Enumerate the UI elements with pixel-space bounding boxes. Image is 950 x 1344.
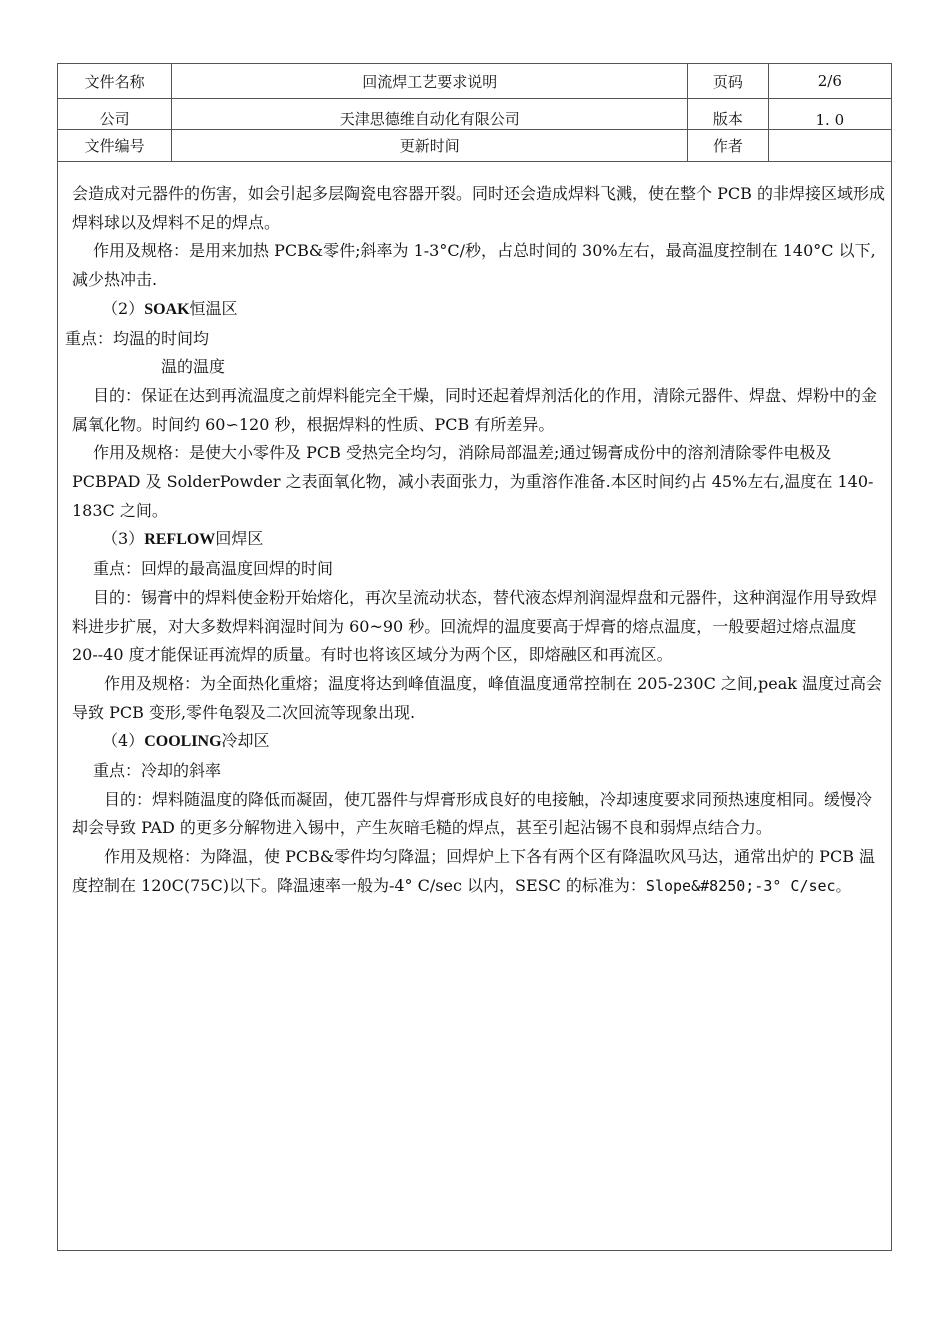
company-value: 天津思德维自动化有限公司 [172, 99, 688, 130]
section-heading [65, 295, 887, 325]
section-title-cn: 冷却区 [221, 731, 270, 751]
section-title: SOAK [144, 300, 190, 318]
header-row [58, 130, 892, 162]
section-heading [65, 727, 887, 757]
file-name-value: 回流焊工艺要求说明 [172, 64, 688, 99]
paragraph: 作用及规格：是使大小零件及 PCB 受热完全均匀，消除局部温差;通过锡膏成份中的溶剂清除零件电极及 PCBPAD 及 SolderPowder 之表面氧化物，减小表面张力，为重溶作准备.本区时间约占 45%左右,温度在 140-183C 之间。 [72, 443, 874, 520]
key-point: 重点：均温的时间均 [65, 328, 210, 348]
section-number: （4） [102, 731, 145, 751]
company-label: 公司 [58, 99, 172, 130]
paragraph-text: 作用及规格：为降温，使 PCB&零件均匀降温；回焊炉上下各有两个区有降温吹风马达，通常出炉的 PCB 温度控制在 120C(75C)以下。降温速率一般为-4° C/sec 以内，SESC 的标准为： [72, 847, 876, 895]
version-label: 版本 [688, 99, 769, 130]
update-time-label: 更新时间 [172, 130, 688, 162]
section-number: （2） [102, 298, 145, 318]
key-point: 重点：冷却的斜率 [93, 761, 222, 781]
file-no-label: 文件编号 [58, 130, 172, 162]
document-header-table [57, 63, 892, 162]
paragraph: 作用及规格：是用来加热 PCB&零件;斜率为 1-3°C/秒，占总时间的 30%左右，最高温度控制在 140°C 以下,减少热冲击. [72, 241, 876, 290]
paragraph [65, 843, 887, 900]
paragraph: 会造成对元器件的伤害，如会引起多层陶瓷电容器开裂。同时还会造成焊料飞溅，使在整个 PCB 的非焊接区域形成焊料球以及焊料不足的焊点。 [72, 184, 885, 232]
key-point-continued: 温的温度 [161, 357, 226, 377]
paragraph: 目的：保证在达到再流温度之前焊料能完全干燥，同时还起着焊剂活化的作用，清除元器件、焊盘、焊粉中的金属氧化物。时间约 60∽120 秒，根据焊料的性质、PCB 有所差异。 [72, 385, 878, 434]
section-number: （3） [102, 529, 145, 549]
section-title-cn: 回焊区 [215, 529, 264, 549]
paragraph: 作用及规格：为全面热化重熔；温度将达到峰值温度，峰值温度通常控制在 205-230C 之间,peak 温度过高会导致 PCB 变形,零件龟裂及二次回流等现象出现. [72, 673, 883, 722]
paragraph: 目的：锡膏中的焊料使金粉开始熔化，再次呈流动状态，替代液态焊剂润湿焊盘和元器件，这种润湿作用导致焊料进步扩展，对大多数焊料润湿时间为 60~90 秒。回流焊的温度要高于焊膏的熔点温度，一般要超过熔点温度 20--40 度才能保证再流焊的质量。有时也将该区域分为两个区，即熔融区和再流区。 [72, 587, 878, 665]
document-body [65, 180, 887, 901]
header-row [58, 99, 892, 130]
page-value: 2/6 [768, 64, 891, 99]
section-title-cn: 恒温区 [189, 298, 238, 318]
section-heading [65, 525, 887, 555]
page-label: 页码 [688, 64, 769, 99]
slope-text: Slope&#8250;-3° C/sec。 [645, 876, 851, 895]
header-row [58, 64, 892, 99]
paragraph: 目的：焊料随温度的降低而凝固，使兀器件与焊膏形成良好的电接触，冷却速度要求同预热速度相同。缓慢冷却会导致 PAD 的更多分解物进入锡中，产生灰暗毛糙的焊点，甚至引起沾锡不良和弱焊点结合力。 [72, 789, 873, 838]
version-value: 1. 0 [768, 99, 891, 130]
section-title: COOLING [144, 733, 222, 751]
file-name-label: 文件名称 [58, 64, 172, 99]
key-point: 重点：回焊的最高温度回焊的时间 [93, 559, 334, 579]
author-value [768, 130, 891, 162]
author-label: 作者 [688, 130, 769, 162]
section-title: REFLOW [144, 531, 216, 549]
